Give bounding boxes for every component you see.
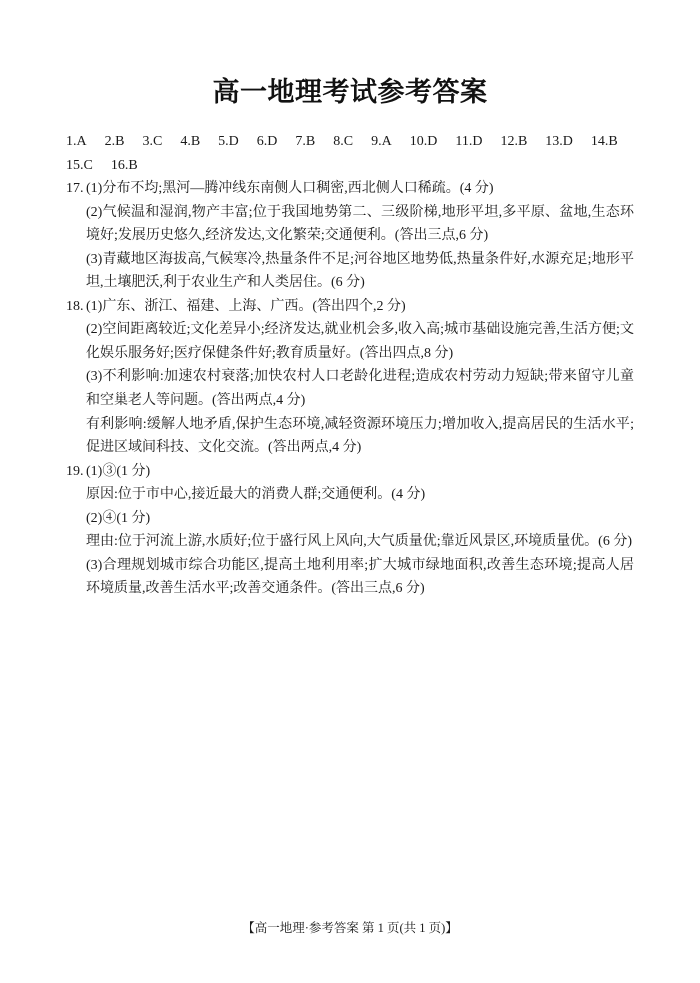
- choice-answer-4: 4.B: [180, 134, 201, 149]
- q17-part-2: (2)气候温和湿润,物产丰富;位于我国地势第二、三级阶梯,地形平坦,多平原、盆地,生态环境好;发展历史悠久,经济发达,文化繁荣;交通便利。(答出三点,6 分): [86, 204, 634, 244]
- choice-answers-row-2: [66, 154, 634, 178]
- answer-content: [66, 130, 634, 601]
- page-title: 高一地理考试参考答案: [212, 77, 488, 108]
- q18-part-3-adverse-effects: (3)不利影响:加速农村衰落;加快农村人口老龄化进程;造成农村劳动力短缺;带来留守儿童和空巢老人等问题。(答出两点,4 分): [86, 369, 634, 409]
- q17-part-1: (1)分布不均;黑河—腾冲线东南侧人口稠密,西北侧人口稀疏。(4 分): [86, 181, 494, 197]
- choice-answer-13: 13.D: [545, 134, 573, 149]
- question-17-number: 17.: [66, 181, 84, 197]
- choice-answer-15: 15.C: [66, 157, 93, 173]
- choice-answer-8: 8.C: [333, 134, 354, 149]
- choice-answer-2: 2.B: [104, 134, 125, 149]
- question-19-answer: [66, 460, 634, 601]
- choice-answer-9: 9.A: [371, 134, 392, 149]
- q19-part-3: (3)合理规划城市综合功能区,提高土地利用率;扩大城市绿地面积,改善生态环境;提高人居环境质量,改善生活水平;改善交通条件。(答出三点,6 分): [86, 557, 634, 597]
- choice-answer-11: 11.D: [455, 134, 483, 149]
- question-18-answer: [66, 295, 634, 460]
- page-footer: 【高一地理·参考答案 第 1 页(共 1 页)】: [242, 921, 458, 935]
- q18-part-1: (1)广东、浙江、福建、上海、广西。(答出四个,2 分): [86, 298, 406, 314]
- choice-answers-row-1: [66, 130, 634, 154]
- choice-answer-12: 12.B: [500, 134, 528, 149]
- choice-answer-3: 3.C: [142, 134, 163, 149]
- question-18-number: 18.: [66, 298, 84, 314]
- choice-answer-14: 14.B: [590, 134, 618, 149]
- q18-part-2: (2)空间距离较近;文化差异小;经济发达,就业机会多,收入高;城市基础设施完善,生活方便;文化娱乐服务好;医疗保健条件好;教育质量好。(答出四点,8 分): [86, 322, 634, 361]
- question-19-number: 19.: [66, 463, 84, 479]
- q18-part-3-beneficial-effects: 有利影响:缓解人地矛盾,保护生态环境,减轻资源环境压力;增加收入,提高居民的生活水平;促进区域间科技、文化交流。(答出两点,4 分): [86, 416, 634, 456]
- q19-part-2: (2)④(1 分): [86, 510, 151, 526]
- q19-part-1-reason: 原因:位于市中心,接近最大的消费人群;交通便利。(4 分): [86, 487, 426, 503]
- q19-part-2-reason: 理由:位于河流上游,水质好;位于盛行风上风向,大气质量优;靠近风景区,环境质量优。(6 分): [86, 534, 632, 550]
- choice-answer-5: 5.D: [218, 134, 239, 149]
- q17-part-3: (3)青藏地区海拔高,气候寒冷,热量条件不足;河谷地区地势低,热量条件好,水源充足;地形平坦,土壤肥沃,利于农业生产和人类居住。(6 分): [86, 251, 634, 291]
- choice-answer-1: 1.A: [66, 134, 87, 149]
- choice-answer-16: 16.B: [110, 157, 138, 173]
- choice-answer-6: 6.D: [256, 134, 278, 149]
- choice-answer-7: 7.B: [295, 134, 316, 149]
- q19-part-1: (1)③(1 分): [86, 463, 151, 479]
- question-17-answer: [66, 177, 634, 295]
- choice-answer-10: 10.D: [409, 134, 438, 149]
- multiple-choice-answers: [66, 130, 634, 177]
